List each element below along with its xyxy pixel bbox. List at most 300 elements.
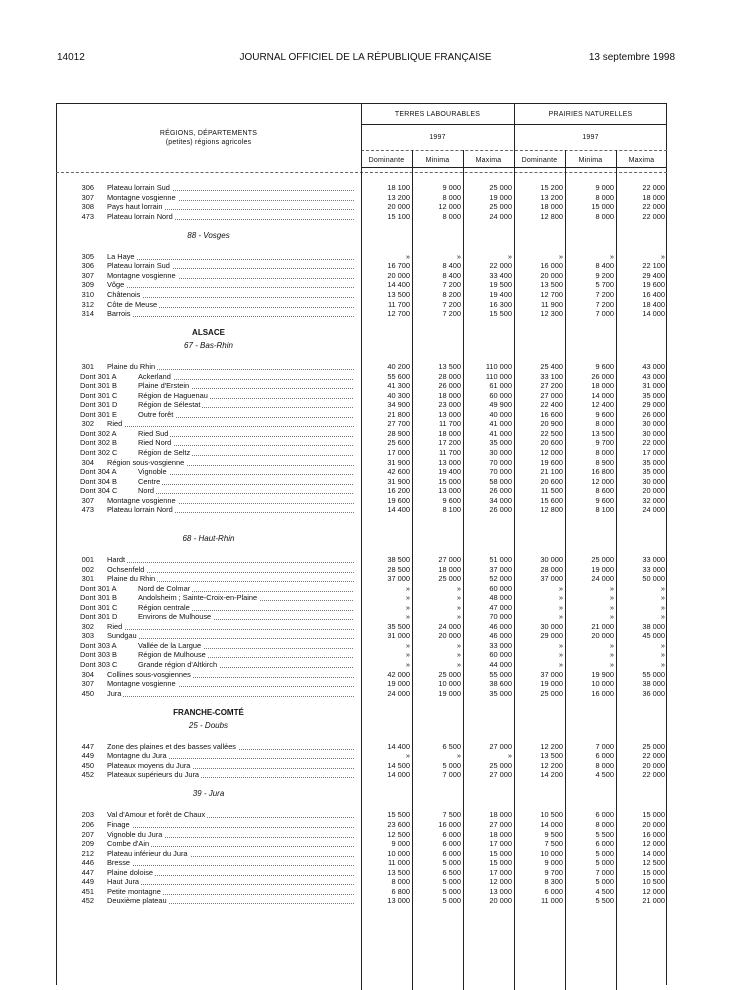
row-code: 307 [81,679,94,689]
row-label [138,410,354,419]
cell-prairies-minima: 9 700 [595,438,614,448]
row-code: 473 [81,505,94,515]
cell-terres-dominante: 15 500 [387,810,410,820]
cell-terres-dominante: 41 300 [387,381,410,391]
cell-prairies-minima: 8 000 [595,819,614,829]
cell-prairies-maxima: » [660,612,665,622]
cell-prairies-dominante: » [558,660,563,670]
row-label [107,458,354,467]
cell-prairies-dominante: 30 000 [540,621,563,631]
cell-terres-dominante: 8 000 [391,877,410,887]
cell-terres-maxima: 33 000 [489,640,512,650]
cell-terres-maxima: 30 000 [489,448,512,457]
row-label-text: Collines sous-vosgiennes [107,669,191,679]
row-label [107,280,354,289]
cell-terres-minima: 27 000 [438,554,461,564]
cell-prairies-dominante: 20 000 [540,270,563,280]
cell-prairies-dominante: 13 500 [540,751,563,761]
region-heading: FRANCHE-COMTÉ [173,707,244,717]
cell-terres-maxima: » [507,751,512,761]
cell-prairies-dominante: 30 000 [540,554,563,564]
col-maxima-1: Maxima [475,157,502,164]
cell-prairies-minima: 5 500 [595,829,614,839]
cell-prairies-dominante: 19 600 [540,457,563,467]
cell-terres-dominante: 55 600 [387,371,410,381]
cell-prairies-maxima: 19 600 [642,280,665,290]
cell-terres-minima: 25 000 [438,574,461,584]
cell-terres-maxima: 49 900 [489,400,512,410]
cell-terres-maxima: 60 000 [489,390,512,400]
row-code: Dont 302 B [80,438,117,448]
cell-prairies-maxima: 31 000 [642,381,665,391]
cell-terres-dominante: 28 900 [387,428,410,438]
cell-prairies-minima: 6 000 [595,810,614,820]
cell-terres-dominante: 14 400 [387,741,410,751]
row-label [138,372,354,381]
cell-terres-minima: 11 700 [438,419,461,429]
row-label-text: Pays haut lorrain [107,202,163,212]
cell-terres-maxima: 19 500 [489,280,512,290]
cell-prairies-minima: » [609,593,614,603]
cell-prairies-minima: » [609,660,614,670]
cell-prairies-minima: 8 900 [595,457,614,467]
cell-terres-maxima: 17 000 [489,839,512,849]
cell-terres-minima: 25 000 [438,669,461,679]
row-label-text: Centre [138,476,161,486]
cell-terres-minima: 8 200 [442,289,461,299]
cell-terres-maxima: 22 000 [489,261,512,271]
cell-prairies-maxima: 10 500 [642,877,665,887]
cell-terres-maxima: 60 000 [489,650,512,660]
row-label [107,505,354,514]
cell-terres-minima: » [456,593,461,603]
cell-prairies-maxima: 29 400 [642,270,665,280]
cell-prairies-dominante: 22 500 [540,428,563,438]
cell-terres-minima: 19 400 [438,467,461,477]
cell-terres-minima: 13 000 [438,409,461,419]
cell-prairies-minima: 10 000 [591,679,614,689]
cell-terres-minima: 7 000 [442,770,461,780]
cell-prairies-minima: 9 600 [595,362,614,372]
row-code: 002 [81,564,94,574]
row-label-text: Montagne vosgienne [107,679,176,689]
row-label [107,742,354,751]
cell-terres-dominante: » [405,650,410,660]
cell-terres-maxima: 26 000 [489,505,512,515]
cell-prairies-dominante: » [558,650,563,660]
cell-prairies-dominante: 10 500 [540,810,563,820]
cell-prairies-maxima: 20 000 [642,486,665,496]
row-label [107,252,354,261]
cell-prairies-maxima: 21 000 [642,896,665,906]
cell-prairies-maxima: » [660,583,665,593]
row-label-text: Région de Seltz [138,448,191,457]
row-code: Dont 301 D [80,400,118,410]
cell-terres-maxima: 15 000 [489,848,512,858]
cell-prairies-minima: » [609,251,614,261]
row-code: 203 [81,810,94,820]
row-code: Dont 303 B [80,650,117,660]
cell-prairies-maxima: 25 000 [642,741,665,751]
cell-terres-dominante: » [405,640,410,650]
row-label [107,193,354,202]
row-code: 447 [81,741,94,751]
cell-terres-maxima: 70 000 [489,467,512,477]
row-label [138,612,354,621]
row-code: 307 [81,270,94,280]
row-code: 212 [81,848,94,858]
row-label-text: Vôge [107,280,125,290]
cell-prairies-maxima: » [660,602,665,612]
cell-terres-maxima: 41 000 [489,419,512,429]
cell-prairies-dominante: 20 600 [540,476,563,486]
row-label [107,849,354,858]
cell-prairies-minima: 7 000 [595,741,614,751]
cell-prairies-minima: 7 000 [595,309,614,319]
cell-prairies-dominante: 6 000 [544,886,563,896]
cell-terres-maxima: 41 000 [489,428,512,438]
cell-terres-dominante: 11 700 [387,299,410,309]
row-label [107,770,354,779]
row-label-text: Région de Sélestat [138,400,201,410]
cell-prairies-dominante: 20 900 [540,419,563,429]
row-code: 446 [81,858,94,868]
department-heading: 25 - Doubs [188,720,229,730]
cell-terres-maxima: 18 000 [489,829,512,839]
cell-prairies-minima: 25 000 [591,554,614,564]
cell-prairies-maxima: 35 000 [642,467,665,477]
row-label-text: Plateau lorrain Sud [107,261,170,271]
cell-terres-maxima: 35 000 [489,438,512,448]
cell-terres-maxima: 37 000 [489,564,512,574]
cell-terres-dominante: 31 900 [387,457,410,467]
cell-prairies-maxima: 29 000 [642,400,665,410]
row-label-text: Plaine doloise [107,867,154,877]
row-code: 314 [81,309,94,319]
cell-prairies-maxima: » [660,640,665,650]
cell-prairies-maxima: 38 000 [642,679,665,689]
cell-prairies-minima: 8 000 [595,448,614,457]
cell-terres-maxima: 19 400 [489,289,512,299]
cell-terres-minima: » [456,660,461,670]
row-label-text: Zone des plaines et des basses vallées [107,741,237,751]
row-label [107,309,354,318]
cell-prairies-dominante: 9 000 [544,858,563,868]
cell-prairies-maxima: 12 000 [642,886,665,896]
region-heading: ALSACE [192,328,225,338]
cell-prairies-dominante: 29 000 [540,631,563,641]
cell-terres-minima: 8 400 [442,261,461,271]
row-code: 209 [81,839,94,849]
row-label [107,419,354,428]
row-label [107,271,354,280]
row-label [107,820,354,829]
row-label-text: Ochsenfeld [107,564,145,574]
cell-prairies-maxima: 43 000 [642,371,665,381]
row-code: Dont 302 A [80,428,117,438]
row-label-text: Plateau lorrain Nord [107,505,173,515]
cell-prairies-maxima: 33 000 [642,564,665,574]
cell-prairies-minima: 8 100 [595,505,614,515]
cell-terres-minima: 13 000 [438,486,461,496]
cell-terres-minima: 17 200 [438,438,461,448]
cell-prairies-minima: 5 700 [595,280,614,290]
cell-prairies-maxima: 22 000 [642,183,665,192]
row-code: 302 [81,621,94,631]
row-code: 309 [81,280,94,290]
cell-terres-minima: 5 000 [442,896,461,906]
cell-terres-maxima: 35 000 [489,688,512,698]
cell-prairies-maxima: 16 000 [642,829,665,839]
row-code: Dont 303 A [80,640,117,650]
row-label-text: Hardt [107,554,126,564]
row-label [138,438,354,447]
cell-terres-minima: 18 000 [438,390,461,400]
row-code: 452 [81,770,94,780]
cell-terres-maxima: 25 000 [489,202,512,212]
cell-terres-maxima: 70 000 [489,612,512,622]
row-label [107,896,354,905]
page-number: 14012 [57,52,85,63]
cell-prairies-maxima: » [660,593,665,603]
cell-terres-minima: 5 000 [442,886,461,896]
year-terres: 1997 [429,134,446,141]
cell-prairies-minima: 9 600 [595,495,614,505]
cell-terres-dominante: 20 000 [387,202,410,212]
cell-terres-maxima: 17 000 [489,867,512,877]
cell-prairies-minima: 7 000 [595,867,614,877]
cell-prairies-dominante: 11 000 [540,896,563,906]
row-label [107,868,354,877]
cell-prairies-maxima: 15 000 [642,867,665,877]
cell-prairies-minima: 6 000 [595,751,614,761]
cell-prairies-dominante: 13 500 [540,280,563,290]
row-label-text: Côte de Meuse [107,299,158,309]
row-label-text: Outre forêt [138,409,174,419]
row-label-text: Ried Nord [138,438,172,448]
publication-date: 13 septembre 1998 [588,52,675,63]
cell-terres-dominante: 31 900 [387,476,410,486]
row-label [107,622,354,631]
cell-prairies-dominante: 19 000 [540,679,563,689]
row-label [107,565,354,574]
cell-prairies-minima: 5 000 [595,848,614,858]
cell-terres-maxima: 46 000 [489,621,512,631]
cell-terres-dominante: 14 500 [387,760,410,770]
cell-prairies-minima: » [609,612,614,622]
cell-prairies-maxima: 22 000 [642,770,665,780]
cell-terres-minima: 6 500 [442,867,461,877]
cell-terres-dominante: 14 400 [387,280,410,290]
cell-prairies-minima: 4 500 [595,886,614,896]
row-label [138,381,354,390]
cell-prairies-dominante: 27 200 [540,381,563,391]
cell-prairies-maxima: 45 000 [642,631,665,641]
cell-terres-maxima: 15 000 [489,858,512,868]
cell-prairies-dominante: » [558,640,563,650]
cell-terres-maxima: 61 000 [489,381,512,391]
row-code: 473 [81,211,94,221]
row-code: Dont 303 C [80,660,118,670]
row-label-text: Val d'Amour et forêt de Chaux [107,810,206,820]
col-minima-2: Minima [578,157,603,164]
cell-prairies-minima: 6 000 [595,839,614,849]
row-label-text: Vignoble [138,467,167,477]
cell-terres-maxima: 44 000 [489,660,512,670]
cell-terres-dominante: 40 300 [387,390,410,400]
row-code: 312 [81,299,94,309]
row-label [138,641,354,650]
cell-terres-dominante: » [405,612,410,622]
row-label [138,603,354,612]
cell-prairies-minima: 16 800 [591,467,614,477]
cell-prairies-minima: 8 000 [595,211,614,221]
cell-prairies-dominante: 10 000 [540,848,563,858]
cell-terres-minima: 20 000 [438,631,461,641]
cell-prairies-maxima: 22 000 [642,438,665,448]
cell-terres-minima: 23 000 [438,400,461,410]
cell-terres-dominante: 38 500 [387,554,410,564]
cell-terres-maxima: 27 000 [489,741,512,751]
cell-terres-dominante: 23 600 [387,819,410,829]
cell-prairies-maxima: 30 000 [642,419,665,429]
row-label-text: Plaine d'Erstein [138,381,190,391]
row-label-text: Deuxième plateau [107,896,167,906]
cell-terres-minima: » [456,650,461,660]
cell-prairies-dominante: 16 000 [540,261,563,271]
cell-prairies-minima: 19 000 [591,564,614,574]
cell-prairies-minima: 16 000 [591,688,614,698]
cell-terres-minima: 7 500 [442,810,461,820]
cell-prairies-minima: 7 200 [595,289,614,299]
cell-prairies-maxima: 24 000 [642,505,665,515]
cell-terres-minima: » [456,583,461,593]
cell-terres-maxima: 18 000 [489,810,512,820]
row-code: 001 [81,554,94,564]
cell-terres-dominante: 20 000 [387,270,410,280]
row-code: 303 [81,631,94,641]
cell-terres-maxima: 12 000 [489,877,512,887]
cell-prairies-minima: 4 500 [595,770,614,780]
cell-terres-maxima: 27 000 [489,819,512,829]
cell-prairies-maxima: 55 000 [642,669,665,679]
cell-prairies-minima: 8 000 [595,760,614,770]
cell-prairies-maxima: 30 000 [642,476,665,486]
row-code: Dont 301 C [80,602,118,612]
cell-terres-minima: 15 000 [438,476,461,486]
row-code: Dont 301 A [80,583,117,593]
row-code: Dont 304 B [80,476,117,486]
cell-terres-dominante: 13 500 [387,867,410,877]
cell-prairies-maxima: 16 400 [642,289,665,299]
row-code: 301 [81,574,94,584]
cell-prairies-maxima: 14 000 [642,309,665,319]
row-label [107,496,354,505]
row-label [107,670,354,679]
cell-prairies-dominante: 12 300 [540,309,563,319]
cell-terres-dominante: 9 000 [391,839,410,849]
cell-terres-dominante: 13 500 [387,289,410,299]
cell-prairies-maxima: » [660,650,665,660]
cell-terres-minima: 13 500 [438,362,461,372]
row-label-text: Montagne vosgienne [107,192,176,202]
row-code: 307 [81,495,94,505]
cell-prairies-dominante: 27 000 [540,390,563,400]
cell-prairies-dominante: 21 100 [540,467,563,477]
cell-terres-minima: 10 000 [438,679,461,689]
cell-terres-dominante: 19 000 [387,679,410,689]
cell-terres-dominante: 24 000 [387,688,410,698]
row-code: 451 [81,886,94,896]
row-label [107,751,354,760]
cell-prairies-maxima: 50 000 [642,574,665,584]
cell-prairies-minima: 13 500 [591,428,614,438]
cell-prairies-minima: » [609,602,614,612]
row-code: Dont 301 B [80,381,117,391]
row-code: Dont 302 C [80,448,118,457]
cell-terres-maxima: 51 000 [489,554,512,564]
cell-prairies-maxima: 22 000 [642,202,665,212]
cell-prairies-dominante: 12 200 [540,741,563,751]
cell-terres-dominante: » [405,602,410,612]
row-label-text: Plaine du Rhin [107,574,156,584]
row-code: 304 [81,669,94,679]
row-label [107,810,354,819]
row-label-text: Région sous-vosgienne [107,457,185,467]
cell-terres-dominante: » [405,660,410,670]
cell-prairies-minima: 19 900 [591,669,614,679]
cell-terres-maxima: 58 000 [489,476,512,486]
row-label [138,448,354,457]
cell-prairies-dominante: 9 500 [544,829,563,839]
cell-prairies-dominante: 18 000 [540,202,563,212]
col-dominante-1: Dominante [368,157,405,164]
row-code: Dont 301 E [80,409,117,419]
cell-terres-minima: 6 000 [442,829,461,839]
cell-prairies-minima: » [609,650,614,660]
cell-terres-maxima: 52 000 [489,574,512,584]
row-code: 304 [81,457,94,467]
cell-prairies-minima: 12 000 [591,476,614,486]
row-label [107,858,354,867]
row-label [138,650,354,659]
cell-terres-maxima: 13 000 [489,886,512,896]
year-prairies: 1997 [582,134,599,141]
cell-terres-minima: 5 000 [442,760,461,770]
cell-terres-dominante: 11 000 [387,858,410,868]
row-code: 310 [81,289,94,299]
cell-terres-maxima: 55 000 [489,669,512,679]
cell-prairies-dominante: 13 200 [540,192,563,202]
cell-prairies-dominante: 28 000 [540,564,563,574]
row-code: 305 [81,251,94,261]
cell-terres-minima: 13 000 [438,457,461,467]
row-label-text: Plateaux supérieurs du Jura [107,770,200,780]
cell-terres-minima: 12 000 [438,202,461,212]
row-label-text: Plateau lorrain Nord [107,211,173,221]
row-code: 452 [81,896,94,906]
cell-prairies-dominante: » [558,602,563,612]
cell-terres-minima: 8 400 [442,270,461,280]
cell-prairies-dominante: 9 700 [544,867,563,877]
cell-prairies-maxima: 33 000 [642,554,665,564]
cell-prairies-maxima: 14 000 [642,848,665,858]
row-label-text: Montagne vosgienne [107,270,176,280]
cell-terres-dominante: 28 500 [387,564,410,574]
cell-prairies-maxima: 22 000 [642,751,665,761]
cell-terres-minima: 6 000 [442,839,461,849]
row-label-text: Petite montagne [107,886,161,896]
